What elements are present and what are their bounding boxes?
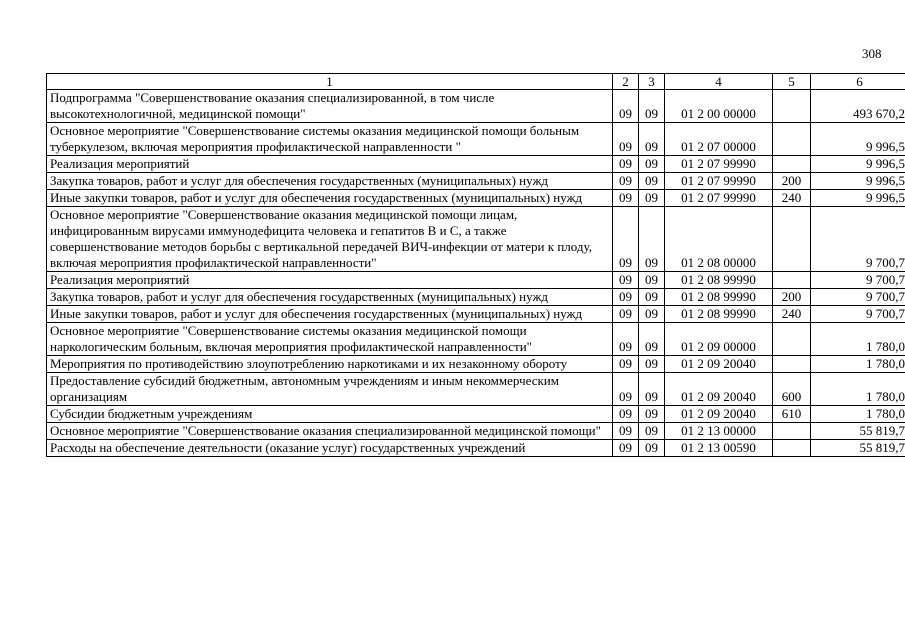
row-name: Мероприятия по противодействию злоупотреблению наркотиками и их незаконному обороту [47,356,613,373]
header-col-5: 5 [773,74,811,90]
row-amount: 55 819,7 [811,440,905,457]
row-expense-type [773,123,811,156]
row-section: 09 [613,306,639,323]
row-subsection: 09 [639,173,665,190]
row-name: Субсидии бюджетным учреждениям [47,406,613,423]
row-subsection: 09 [639,306,665,323]
row-subsection: 09 [639,90,665,123]
header-col-4: 4 [665,74,773,90]
table-row [47,406,905,423]
table-row [47,323,905,356]
row-name: Закупка товаров, работ и услуг для обеспечения государственных (муниципальных) нужд [47,289,613,306]
table-row [47,440,905,457]
row-subsection: 09 [639,207,665,272]
table-row [47,373,905,406]
row-expense-type: 600 [773,373,811,406]
row-target-article: 01 2 08 00000 [665,207,773,272]
row-amount: 9 996,5 [811,190,905,207]
row-expense-type [773,156,811,173]
row-subsection: 09 [639,123,665,156]
row-target-article: 01 2 00 00000 [665,90,773,123]
budget-table [46,73,905,457]
table-row [47,123,905,156]
row-amount: 1 780,0 [811,323,905,356]
table-row [47,190,905,207]
row-target-article: 01 2 07 99990 [665,190,773,207]
row-expense-type [773,323,811,356]
row-expense-type [773,272,811,289]
row-section: 09 [613,289,639,306]
row-section: 09 [613,406,639,423]
row-target-article: 01 2 07 00000 [665,123,773,156]
row-target-article: 01 2 13 00000 [665,423,773,440]
row-expense-type: 200 [773,289,811,306]
row-name: Расходы на обеспечение деятельности (оказание услуг) государственных учреждений [47,440,613,457]
row-section: 09 [613,173,639,190]
header-row [47,74,905,90]
row-subsection: 09 [639,423,665,440]
row-expense-type: 610 [773,406,811,423]
row-target-article: 01 2 08 99990 [665,272,773,289]
row-section: 09 [613,356,639,373]
row-expense-type: 240 [773,190,811,207]
header-col-2: 2 [613,74,639,90]
row-section: 09 [613,440,639,457]
table-row [47,356,905,373]
row-section: 09 [613,207,639,272]
header-col-3: 3 [639,74,665,90]
row-subsection: 09 [639,356,665,373]
row-subsection: 09 [639,440,665,457]
row-section: 09 [613,323,639,356]
row-name: Подпрограмма "Совершенствование оказания специализированной, в том числе высокотехнологичной, медицинской помощи" [47,90,613,123]
row-section: 09 [613,272,639,289]
row-amount: 9 700,7 [811,272,905,289]
row-expense-type [773,423,811,440]
row-section: 09 [613,156,639,173]
row-amount: 1 780,0 [811,356,905,373]
row-target-article: 01 2 08 99990 [665,289,773,306]
table-row [47,90,905,123]
row-name: Реализация мероприятий [47,272,613,289]
row-target-article: 01 2 09 20040 [665,356,773,373]
row-target-article: 01 2 13 00590 [665,440,773,457]
row-subsection: 09 [639,156,665,173]
row-name: Предоставление субсидий бюджетным, автономным учреждениям и иным некоммерческим организациям [47,373,613,406]
table-row [47,289,905,306]
page-number: 308 [862,46,882,61]
row-amount: 493 670,2 [811,90,905,123]
header-col-6: 6 [811,74,905,90]
row-expense-type [773,207,811,272]
row-subsection: 09 [639,190,665,207]
row-subsection: 09 [639,406,665,423]
row-amount: 1 780,0 [811,373,905,406]
row-name: Реализация мероприятий [47,156,613,173]
row-subsection: 09 [639,289,665,306]
row-section: 09 [613,373,639,406]
row-name: Основное мероприятие "Совершенствование оказания специализированной медицинской помощи" [47,423,613,440]
row-subsection: 09 [639,373,665,406]
table-body [47,90,905,457]
table-row [47,207,905,272]
row-target-article: 01 2 08 99990 [665,306,773,323]
row-target-article: 01 2 09 00000 [665,323,773,356]
row-expense-type: 200 [773,173,811,190]
header-col-1: 1 [47,74,613,90]
row-target-article: 01 2 09 20040 [665,373,773,406]
row-amount: 9 996,5 [811,173,905,190]
row-amount: 1 780,0 [811,406,905,423]
row-target-article: 01 2 07 99990 [665,173,773,190]
row-section: 09 [613,123,639,156]
row-section: 09 [613,423,639,440]
row-expense-type [773,440,811,457]
row-target-article: 01 2 07 99990 [665,156,773,173]
row-name: Основное мероприятие "Совершенствование системы оказания медицинской помощи наркологическим больным, включая мероприятия профилактической направленности" [47,323,613,356]
table-row [47,173,905,190]
row-name: Иные закупки товаров, работ и услуг для обеспечения государственных (муниципальных) нужд [47,306,613,323]
table-row [47,272,905,289]
row-amount: 9 996,5 [811,123,905,156]
row-name: Основное мероприятие "Совершенствование системы оказания медицинской помощи больным туберкулезом, включая мероприятия профилактической направленности " [47,123,613,156]
row-amount: 55 819,7 [811,423,905,440]
table-row [47,156,905,173]
row-name: Закупка товаров, работ и услуг для обеспечения государственных (муниципальных) нужд [47,173,613,190]
row-subsection: 09 [639,272,665,289]
row-name: Основное мероприятие "Совершенствование оказания медицинской помощи лицам, инфицированным вирусами иммунодефицита человека и гепатитов В и С, а также совершенствование методов борьбы с вертикальной передачей ВИЧ-инфекции от матери к плоду, включая мероприятия профилактической направленности" [47,207,613,272]
row-expense-type [773,90,811,123]
table-row [47,306,905,323]
table-row [47,423,905,440]
row-section: 09 [613,90,639,123]
row-amount: 9 996,5 [811,156,905,173]
row-subsection: 09 [639,323,665,356]
row-name: Иные закупки товаров, работ и услуг для обеспечения государственных (муниципальных) нужд [47,190,613,207]
row-expense-type: 240 [773,306,811,323]
row-expense-type [773,356,811,373]
row-section: 09 [613,190,639,207]
row-target-article: 01 2 09 20040 [665,406,773,423]
row-amount: 9 700,7 [811,306,905,323]
row-amount: 9 700,7 [811,207,905,272]
table-header [47,74,905,90]
row-amount: 9 700,7 [811,289,905,306]
